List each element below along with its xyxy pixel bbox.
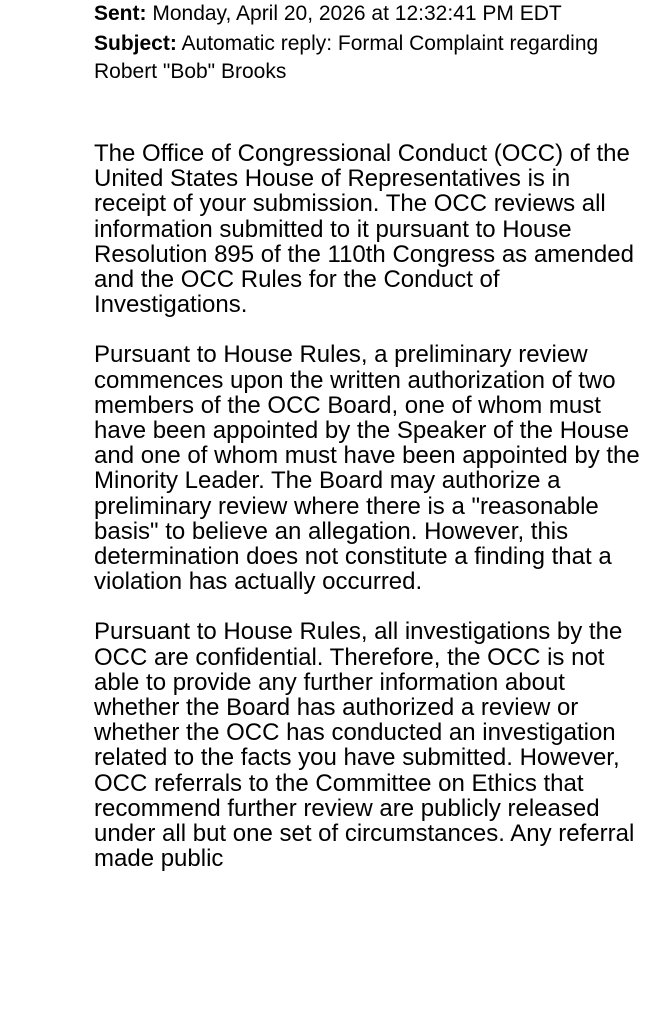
sent-value: Monday, April 20, 2026 at 12:32:41 PM EDT [152,2,562,25]
email-header [94,0,634,86]
subject-value: Automatic reply: Formal Complaint regarding Robert "Bob" Brooks [94,32,599,83]
subject-row [94,30,634,86]
body-paragraph-1: The Office of Congressional Conduct (OCC) of the United States House of Representatives is in receipt of your submission. The OCC reviews all information submitted to it pursuant to House Resolution 895 of the 110th Congress as amended and the OCC Rules for the Conduct of Investigations. [94,140,634,319]
subject-label: Subject: [94,32,177,55]
body-paragraph-2: Pursuant to House Rules, a preliminary review commences upon the written authorization of two members of the OCC Board, one of whom must have been appointed by the Speaker of the House and one of whom must have been appointed by the Minority Leader. The Board may authorize a preliminary review where there is a "reasonable basis" to believe an allegation. However, this determination does not constitute a finding that a violation has actually occurred. [94,341,640,596]
email-body [94,141,642,896]
body-paragraph-3: Pursuant to House Rules, all investigations by the OCC are confidential. Therefore, the OCC is not able to provide any further information about whether the Board has authorized a review or whether the OCC has conducted an investigation related to the facts you have submitted. However, OCC referrals to the Committee on Ethics that recommend further review are publicly released under all but one set of circumstances. Any referral made public [94,618,635,873]
sent-label: Sent: [94,2,147,25]
sent-row [94,0,634,28]
